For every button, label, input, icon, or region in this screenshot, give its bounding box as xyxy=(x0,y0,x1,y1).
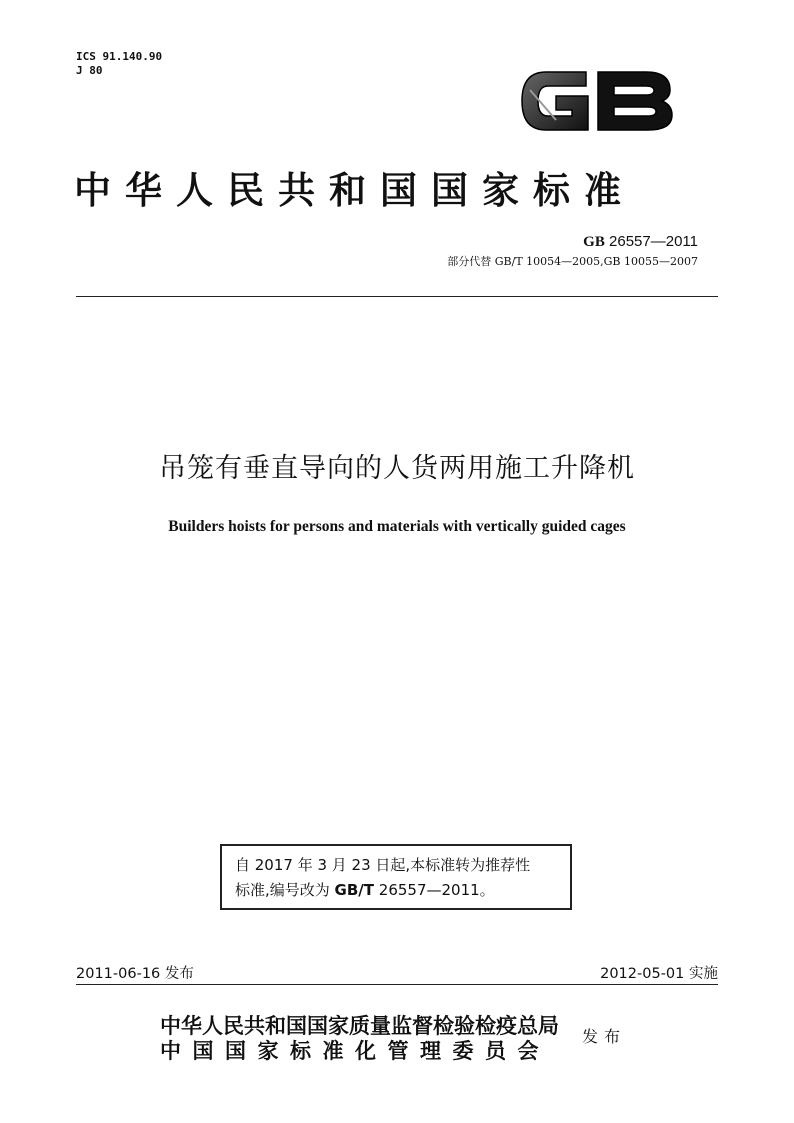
notice-line-1: 自 2017 年 3 月 23 日起,本标准转为推荐性 xyxy=(235,856,531,874)
ics-code: ICS 91.140.90 xyxy=(76,50,163,63)
implementation-date: 2012-05-01 实施 xyxy=(600,966,718,982)
standard-number xyxy=(583,233,698,251)
replaces-note: 部分代替 GB/T 10054—2005,GB 10055—2007 xyxy=(447,255,698,268)
notice-line-2-prefix: 标准,编号改为 xyxy=(235,881,335,899)
title-chinese: 吊笼有垂直导向的人货两用施工升降机 xyxy=(159,453,635,484)
national-standard-heading: 中华人民共和国国家标准 xyxy=(74,168,635,212)
conversion-notice-box xyxy=(220,844,572,910)
title-english: Builders hoists for persons and materials with vertically guided cages xyxy=(168,518,626,535)
publish-label: 发布 xyxy=(582,1027,627,1046)
header-divider xyxy=(76,296,718,297)
footer-divider xyxy=(76,984,718,985)
gb-logo-icon xyxy=(516,60,676,142)
notice-line-2 xyxy=(235,878,570,903)
notice-line-2-suffix: 26557—2011。 xyxy=(374,881,495,899)
issue-date: 2011-06-16 发布 xyxy=(76,966,194,982)
issuer-aqsiq: 中华人民共和国国家质量监督检验检疫总局 xyxy=(160,1013,559,1038)
ccs-code: J 80 xyxy=(76,64,103,77)
classification-codes xyxy=(76,50,162,78)
standard-code: 26557—2011 xyxy=(609,233,698,250)
issuer-sac: 中国国家标准化管理委员会 xyxy=(160,1038,550,1063)
notice-line-2-bold: GB/T xyxy=(334,881,375,899)
standard-prefix: GB xyxy=(583,234,605,250)
